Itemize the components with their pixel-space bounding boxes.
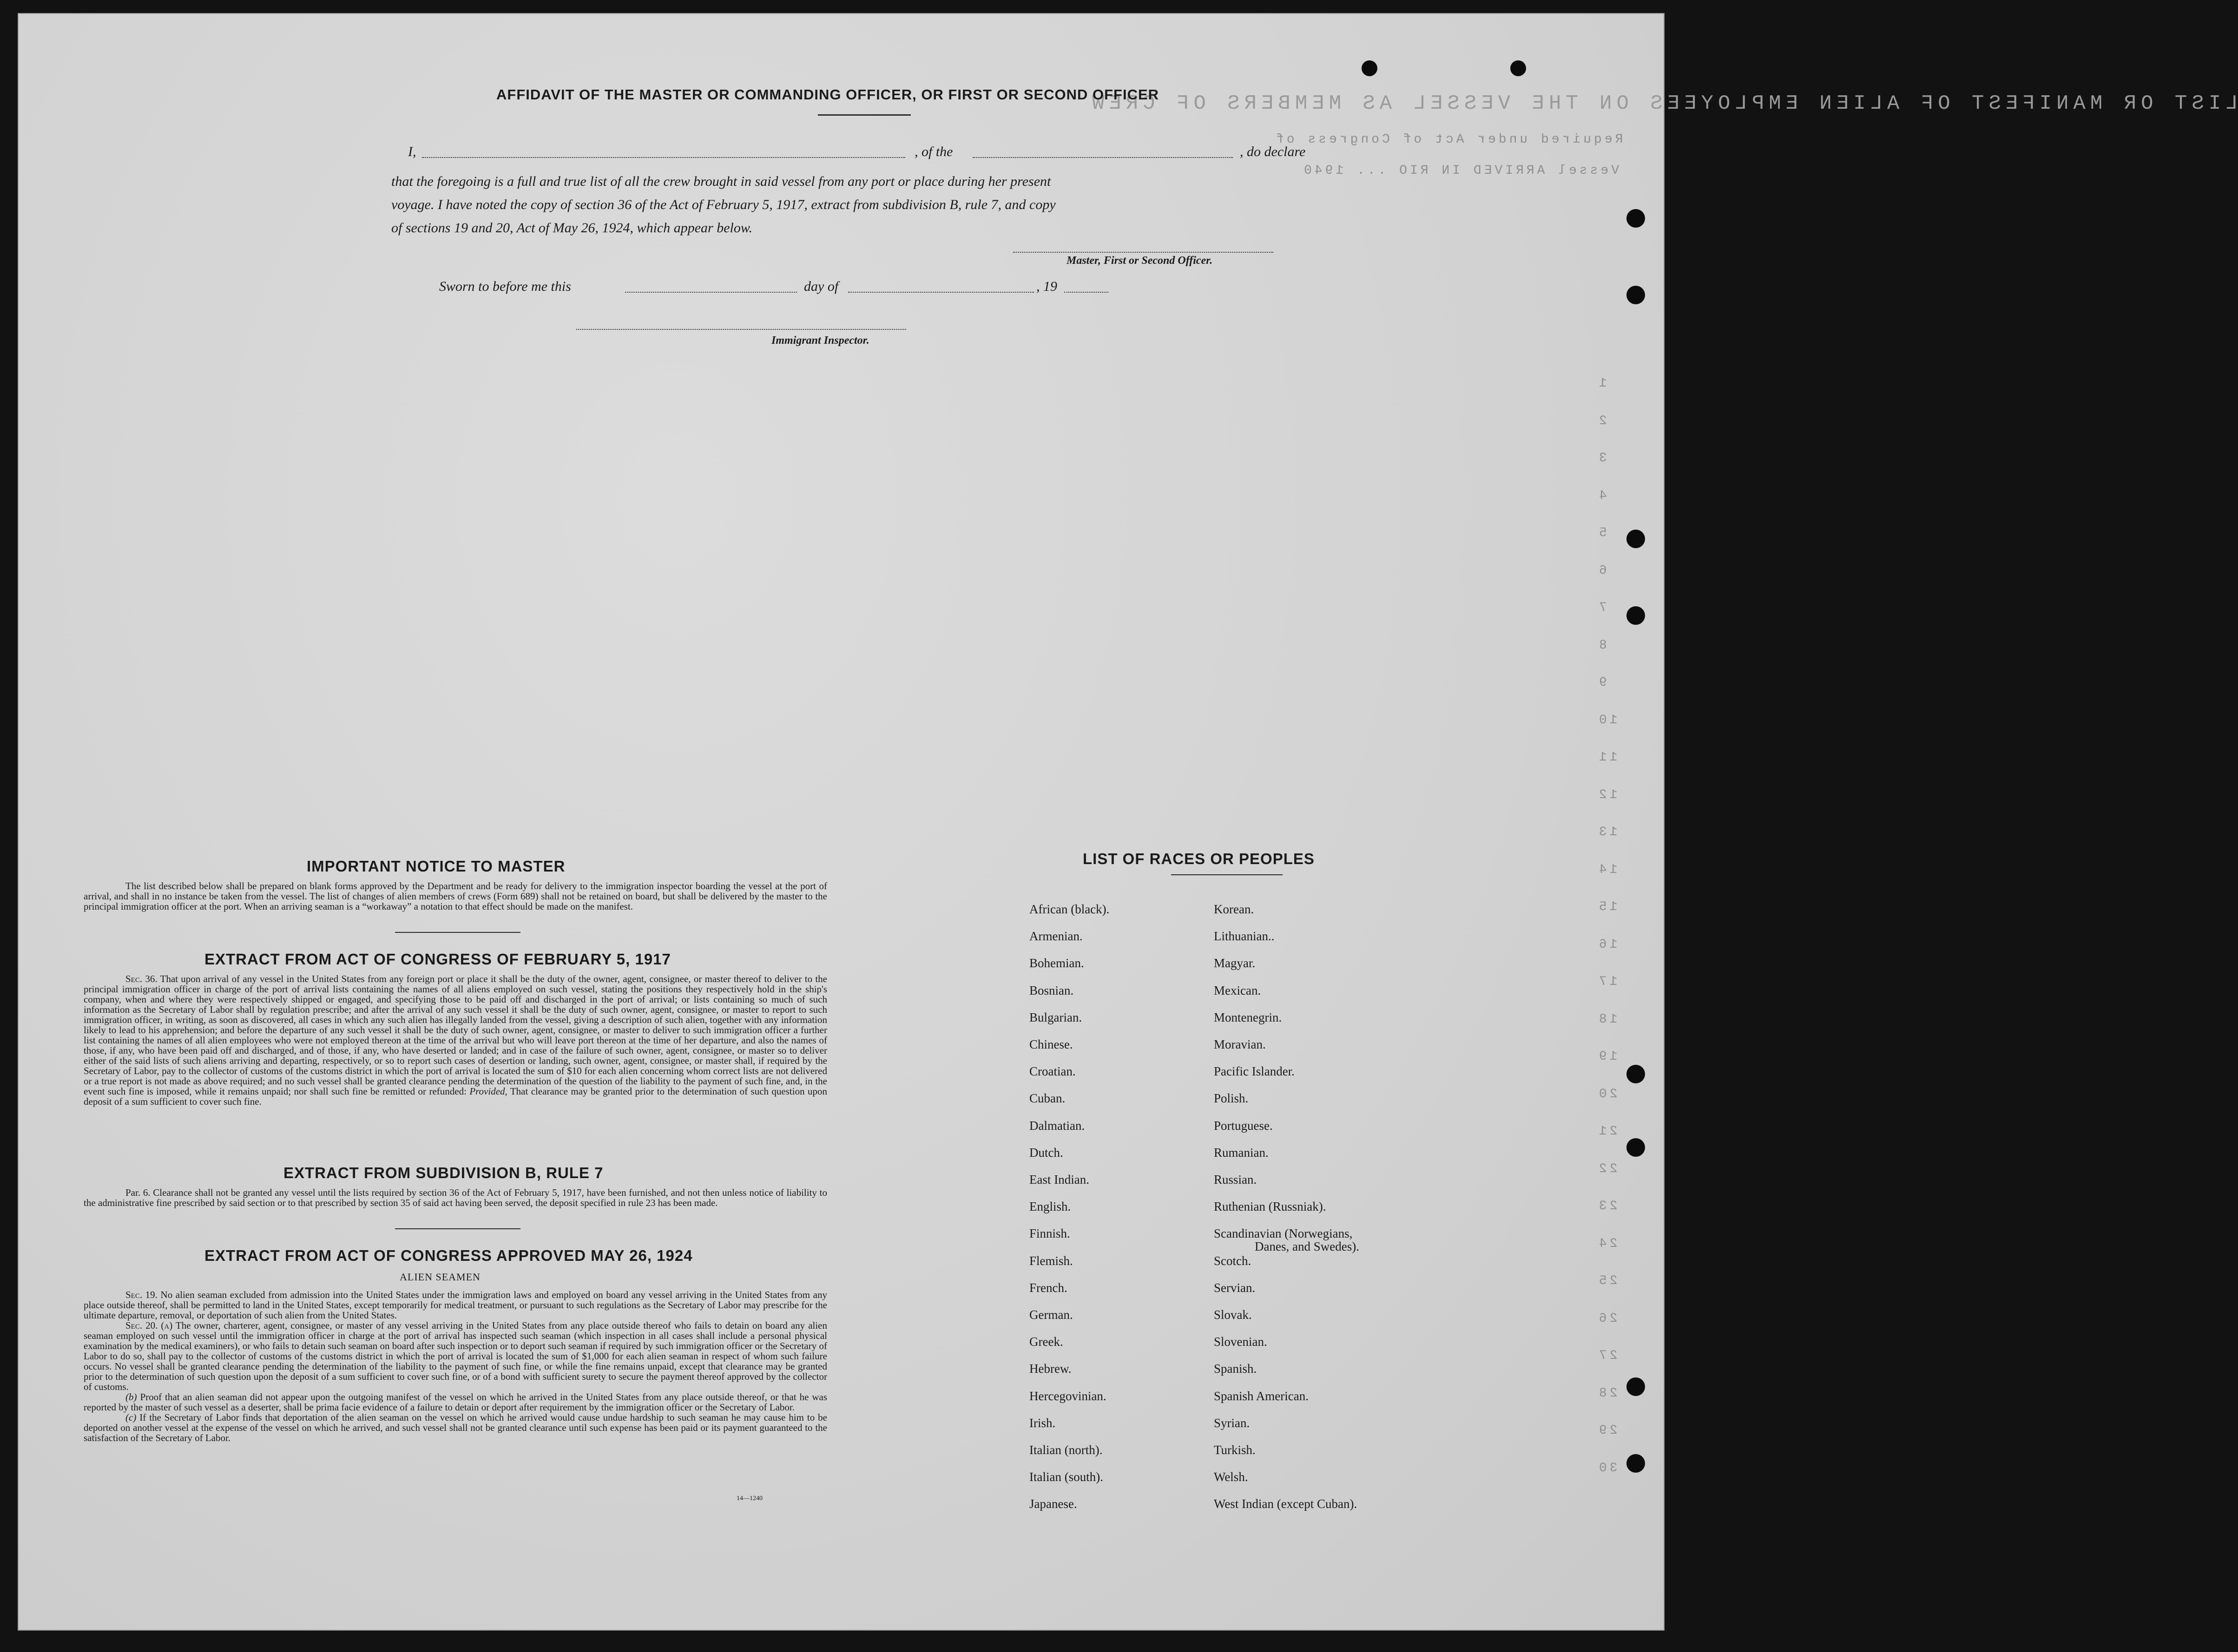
race-item: Greek. xyxy=(1029,1335,1063,1349)
bleed-row-number: 23 xyxy=(1596,1199,1618,1213)
race-item: Spanish. xyxy=(1214,1362,1257,1376)
bleed-row-number: 14 xyxy=(1596,862,1618,877)
declaration-line xyxy=(408,144,1328,163)
declaration-body-line: voyage. I have noted the copy of section 36 of the Act of February 5, 1917, extract from subdivision B, rule 7, and copy xyxy=(391,197,1056,212)
race-item: Bosnian. xyxy=(1029,983,1074,997)
form-number: 14—1240 xyxy=(737,1495,763,1502)
race-item: German. xyxy=(1029,1308,1073,1322)
declaration-body-line: of sections 19 and 20, Act of May 26, 1924, which appear below. xyxy=(391,220,753,236)
race-item: Pacific Islander. xyxy=(1214,1064,1295,1079)
bleed-line2: Required under Act of Congress of xyxy=(1273,132,1623,147)
punch-hole xyxy=(1626,209,1645,228)
extract-1924-title: EXTRACT FROM ACT OF CONGRESS APPROVED MAY 26, 1924 xyxy=(204,1247,693,1264)
race-item: Spanish American. xyxy=(1214,1389,1309,1403)
notice-text: The list described below shall be prepared on blank forms approved by the Department and be ready for delivery to the immigration inspector boarding the vessel at the port of arrival, and shall in no instance be taken from the vessel. The list of changes of alien members of crews (Form 689) shall not be retained on board, but shall be delivered by the master to the principal immigration officer at the port. When an arriving seaman is a “workaway” a notation to that effect should be made on the manifest. xyxy=(84,880,827,912)
sworn-line xyxy=(439,279,1136,297)
sworn-month-blank[interactable] xyxy=(848,292,1034,293)
sec-20b-paragraph xyxy=(84,1392,827,1412)
bleed-row-number: 15 xyxy=(1596,900,1618,914)
declaration-body xyxy=(391,170,1056,240)
bleed-row-number: 26 xyxy=(1596,1311,1618,1326)
race-item: Dutch. xyxy=(1029,1145,1063,1160)
race-item: English. xyxy=(1029,1200,1071,1214)
sworn-day-blank[interactable] xyxy=(625,292,797,293)
i-label: I, xyxy=(408,144,416,159)
race-item: Lithuanian.. xyxy=(1214,929,1275,944)
punch-hole xyxy=(1626,606,1645,625)
punch-hole xyxy=(1626,286,1645,304)
bleed-row-number: 10 xyxy=(1596,713,1618,728)
sworn-year-blank[interactable] xyxy=(1064,292,1108,293)
race-item: Turkish. xyxy=(1214,1443,1256,1457)
race-item: Finnish. xyxy=(1029,1226,1070,1241)
race-item: Armenian. xyxy=(1029,929,1083,944)
race-item: Russian. xyxy=(1214,1173,1257,1187)
document-page xyxy=(19,14,2238,1630)
of-the-label: , of the xyxy=(915,144,953,159)
sec-20a-paragraph xyxy=(84,1320,827,1392)
race-item: Cuban. xyxy=(1029,1091,1066,1106)
divider xyxy=(395,932,520,933)
bleed-row-number: 24 xyxy=(1596,1236,1618,1251)
race-item: East Indian. xyxy=(1029,1173,1089,1187)
punch-hole xyxy=(1510,60,1526,76)
bleed-row-number: 13 xyxy=(1596,825,1618,839)
race-item: Ruthenian (Russniak). xyxy=(1214,1200,1326,1214)
bleed-row-number: 29 xyxy=(1596,1423,1618,1438)
punch-hole xyxy=(1362,60,1377,76)
bleed-row-number: 16 xyxy=(1596,937,1618,952)
bleed-row-number: 6 xyxy=(1596,563,1607,578)
bleed-row-number: 1 xyxy=(1596,376,1607,391)
race-item: West Indian (except Cuban). xyxy=(1214,1497,1357,1511)
inspector-label: Immigrant Inspector. xyxy=(771,334,869,347)
do-declare-label: , do declare xyxy=(1240,144,1306,159)
race-item: Servian. xyxy=(1214,1280,1256,1295)
sec-20c-paragraph xyxy=(84,1412,827,1443)
bleed-row-number: 9 xyxy=(1596,675,1607,690)
extract-1917-text xyxy=(84,974,827,1107)
sec-36-text-end: That clearance may be granted prior to the determination of such question upon deposit of a sum sufficient to cover such fine. xyxy=(84,1086,828,1107)
bleed-title: LIST OR MANIFEST OF ALIEN EMPLOYEES ON THE VESSEL AS MEMBERS OF CREW xyxy=(1087,92,2238,115)
sec-20a-text: The owner, charterer, agent, consignee, or master of any vessel arriving in the United States from any place outside thereof who fails to detain on board any alien seaman employed on such vessel until the immigration officer in charge at the port of arrival has inspected such seaman (which inspection in all cases shall include a personal physical examination by the medical examiners), or who fails to detain such seaman on board after such inspection or to deport such seaman if required by such immigration officer or the Secretary of Labor to do so, shall pay to the collector of customs of the customs district in which the port of arrival is located the sum of $1,000 for each alien seaman in respect of whom such failure occurs. No vessel shall be granted clearance pending the determination of the liability to the payment of such fine, or while the fine remains unpaid, except that clearance may be granted prior to the determination of such question upon the deposit of a sum sufficient to cover such fine, or of a bond with sufficient surety to secure the payment thereof approved by the collector of customs. xyxy=(84,1320,828,1392)
sec-20b-text: Proof that an alien seaman did not appear upon the outgoing manifest of the vessel on which he arrived in the United States from any place outside thereof, or that he was reported by the master of such vessel as a deserter, shall be prima facie evidence of a failure to detain or deport after requirement by the immigration officer or the Secretary of Labor. xyxy=(84,1391,828,1413)
divider xyxy=(395,1228,520,1229)
sec-19-paragraph xyxy=(84,1290,827,1320)
bleed-row-number: 4 xyxy=(1596,488,1607,503)
divider xyxy=(1171,874,1283,875)
name-blank[interactable] xyxy=(422,157,905,158)
race-item: Slovak. xyxy=(1214,1308,1252,1322)
extract-rule7-title: EXTRACT FROM SUBDIVISION B, RULE 7 xyxy=(283,1164,604,1181)
race-item: Flemish. xyxy=(1029,1253,1073,1268)
vessel-blank[interactable] xyxy=(973,157,1233,158)
race-item: Dalmatian. xyxy=(1029,1118,1085,1133)
bleed-row-number: 30 xyxy=(1596,1461,1618,1475)
alien-seamen-subtitle: ALIEN SEAMEN xyxy=(400,1271,481,1283)
race-item: Mexican. xyxy=(1214,983,1261,997)
sec-36-text: That upon arrival of any vessel in the United States from any foreign port or place it shall be the duty of the owner, agent, consignee, or master thereof to deliver to the principal immigration officer in charge of the port of arrival lists containing the names of all aliens employed on such vessel, stating the positions they respectively hold in the ship's company, when and where they were respectively shipped or engaged, and specifying those to be paid off and discharged in the port of arrival; or lists containing so much of such information as the Secretary of Labor shall by regulation prescribe; and after the arrival of any such vessel it shall be the duty of such owner, agent, consignee, or master to report to such immigration officer, in writing, as soon as discovered, all cases in which any such alien has illegally landed from the vessel, giving a description of such alien, together with any information likely to lead to his apprehension; and before the departure of any such vessel it shall be the duty of such owner, agent, consignee, or master to deliver to such immigration officer a further list containing the names of all alien employees who were not employed thereon at the time of the arrival but who will leave port thereon at the time of her departure, and also the names of those, if any, who have been paid off and discharged, and of those, if any, who have deserted or landed; and in case of the failure of such owner, agent, consignee, or master so to deliver either of the said lists of such aliens arriving and departing, respectively, or so to report such cases of desertion or landing, such owner, agent, consignee, or master shall, if required by the Secretary of Labor, pay to the collector of customs of the customs district in which the port of arrival is located the sum of $10 for each alien concerning whom correct lists are not delivered or a true report is not made as above required; and no such vessel shall be granted clearance pending the determination of the question of the liability to the payment of such fine, and, in the event such fine is imposed, while it remains unpaid; nor shall such fine be remitted or refunded: xyxy=(84,973,827,1097)
bleed-row-number: 17 xyxy=(1596,975,1618,989)
race-item: Italian (south). xyxy=(1029,1470,1103,1484)
sec-20a-label: Sec. 20. (a) xyxy=(125,1320,173,1331)
extract-1917-title: EXTRACT FROM ACT OF CONGRESS OF FEBRUARY 5, 1917 xyxy=(204,951,671,968)
race-item: Moravian. xyxy=(1214,1037,1266,1051)
race-item: Croatian. xyxy=(1029,1064,1076,1079)
punch-hole xyxy=(1626,1454,1645,1473)
bleed-row-number: 12 xyxy=(1596,787,1618,802)
race-item: Chinese. xyxy=(1029,1037,1073,1051)
race-item-continuation: Danes, and Swedes). xyxy=(1255,1239,1359,1253)
race-item: Slovenian. xyxy=(1214,1335,1267,1349)
punch-hole xyxy=(1626,530,1645,548)
race-item: Syrian. xyxy=(1214,1416,1250,1430)
sec-36-label: Sec. 36. xyxy=(125,973,158,984)
extract-1924-text xyxy=(84,1290,827,1443)
bleed-row-number: 2 xyxy=(1596,413,1607,428)
race-item: Japanese. xyxy=(1029,1497,1077,1511)
race-item: French. xyxy=(1029,1280,1067,1295)
bleed-row-number: 7 xyxy=(1596,601,1607,615)
race-item: Welsh. xyxy=(1214,1470,1248,1484)
sec-20b-label: (b) xyxy=(125,1391,137,1403)
notice-title: IMPORTANT NOTICE TO MASTER xyxy=(307,858,566,875)
bleed-row-number: 8 xyxy=(1596,638,1607,653)
bleed-row-number: 3 xyxy=(1596,451,1607,465)
race-item: Bohemian. xyxy=(1029,956,1084,970)
sec-19-label: Sec. 19. xyxy=(125,1289,158,1300)
bleed-row-number: 18 xyxy=(1596,1012,1618,1027)
affidavit-title: AFFIDAVIT OF THE MASTER OR COMMANDING OFFICER, OR FIRST OR SECOND OFFICER xyxy=(496,86,1159,103)
sec-20c-text: If the Secretary of Labor finds that deportation of the alien seaman on the vessel on which he arrived would cause undue hardship to such seaman he may cause him to be deported on another vessel at the expense of the vessel on which he arrived, and such vessel shall not be granted clearance until such expense has been paid or its payment guaranteed to the satisfaction of the Secretary of Labor. xyxy=(84,1412,827,1443)
sec-20c-label: (c) xyxy=(125,1412,137,1423)
bleed-row-number: 28 xyxy=(1596,1386,1618,1401)
race-item: Magyar. xyxy=(1214,956,1256,970)
bleed-row-number: 19 xyxy=(1596,1049,1618,1064)
race-item: Hebrew. xyxy=(1029,1362,1072,1376)
bleed-row-number: 5 xyxy=(1596,526,1607,540)
inspector-signature-blank[interactable] xyxy=(576,329,906,330)
race-item: Portuguese. xyxy=(1214,1118,1273,1133)
day-of-label: day of xyxy=(804,279,839,294)
bleed-row-number: 25 xyxy=(1596,1274,1618,1288)
race-item: Hercegovinian. xyxy=(1029,1389,1106,1403)
race-item: Montenegrin. xyxy=(1214,1010,1282,1024)
declaration-body-line: that the foregoing is a full and true list of all the crew brought in said vessel from any port or place during her present xyxy=(391,174,1051,189)
bleed-row-number: 27 xyxy=(1596,1349,1618,1363)
races-title: LIST OF RACES OR PEOPLES xyxy=(1083,850,1315,867)
race-item: Bulgarian. xyxy=(1029,1010,1082,1024)
punch-hole xyxy=(1626,1377,1645,1396)
bleed-row-number: 11 xyxy=(1596,750,1618,765)
race-item: Rumanian. xyxy=(1214,1145,1269,1160)
extract-rule7-text: Par. 6. Clearance shall not be granted any vessel until the lists required by section 36 of the Act of February 5, 1917, have been furnished, and not then unless notice of liability to the administrative fine prescribed by said section or to that prescribed by section 35 of said act having been served, the deposit specified in rule 23 has been made. xyxy=(84,1187,827,1208)
bleed-row-number: 20 xyxy=(1596,1087,1618,1101)
provided-label: Provided, xyxy=(469,1086,507,1097)
race-item: Scandinavian (Norwegians, xyxy=(1214,1226,1353,1241)
race-item: Italian (north). xyxy=(1029,1443,1103,1457)
race-item: African (black). xyxy=(1029,902,1110,916)
race-item: Irish. xyxy=(1029,1416,1056,1430)
bleed-row-number: 21 xyxy=(1596,1124,1618,1139)
race-item: Polish. xyxy=(1214,1091,1249,1106)
race-item: Korean. xyxy=(1214,902,1254,916)
master-signature-blank[interactable] xyxy=(1013,252,1273,253)
bleed-row-number: 22 xyxy=(1596,1161,1618,1176)
sec-19-text: No alien seaman excluded from admission into the United States under the immigration laws and employed on board any vessel arriving in the United States from any place outside thereof, shall be permitted to land in the United States, except temporarily for medical treatment, or pursuant to such regulations as the Secretary of Labor may prescribe for the ultimate departure, removal, or deportation of such alien from the United States. xyxy=(84,1289,827,1321)
bleed-line3: Vessel ARRIVED IN RIO ... 1940 xyxy=(1301,164,1619,178)
master-label: Master, First or Second Officer. xyxy=(1066,255,1213,267)
sworn-label: Sworn to before me this xyxy=(439,279,571,294)
title-underline xyxy=(818,114,911,116)
race-item: Scotch. xyxy=(1214,1253,1251,1268)
year-label: , 19 xyxy=(1036,279,1057,294)
punch-hole xyxy=(1626,1065,1645,1083)
punch-hole xyxy=(1626,1138,1645,1157)
